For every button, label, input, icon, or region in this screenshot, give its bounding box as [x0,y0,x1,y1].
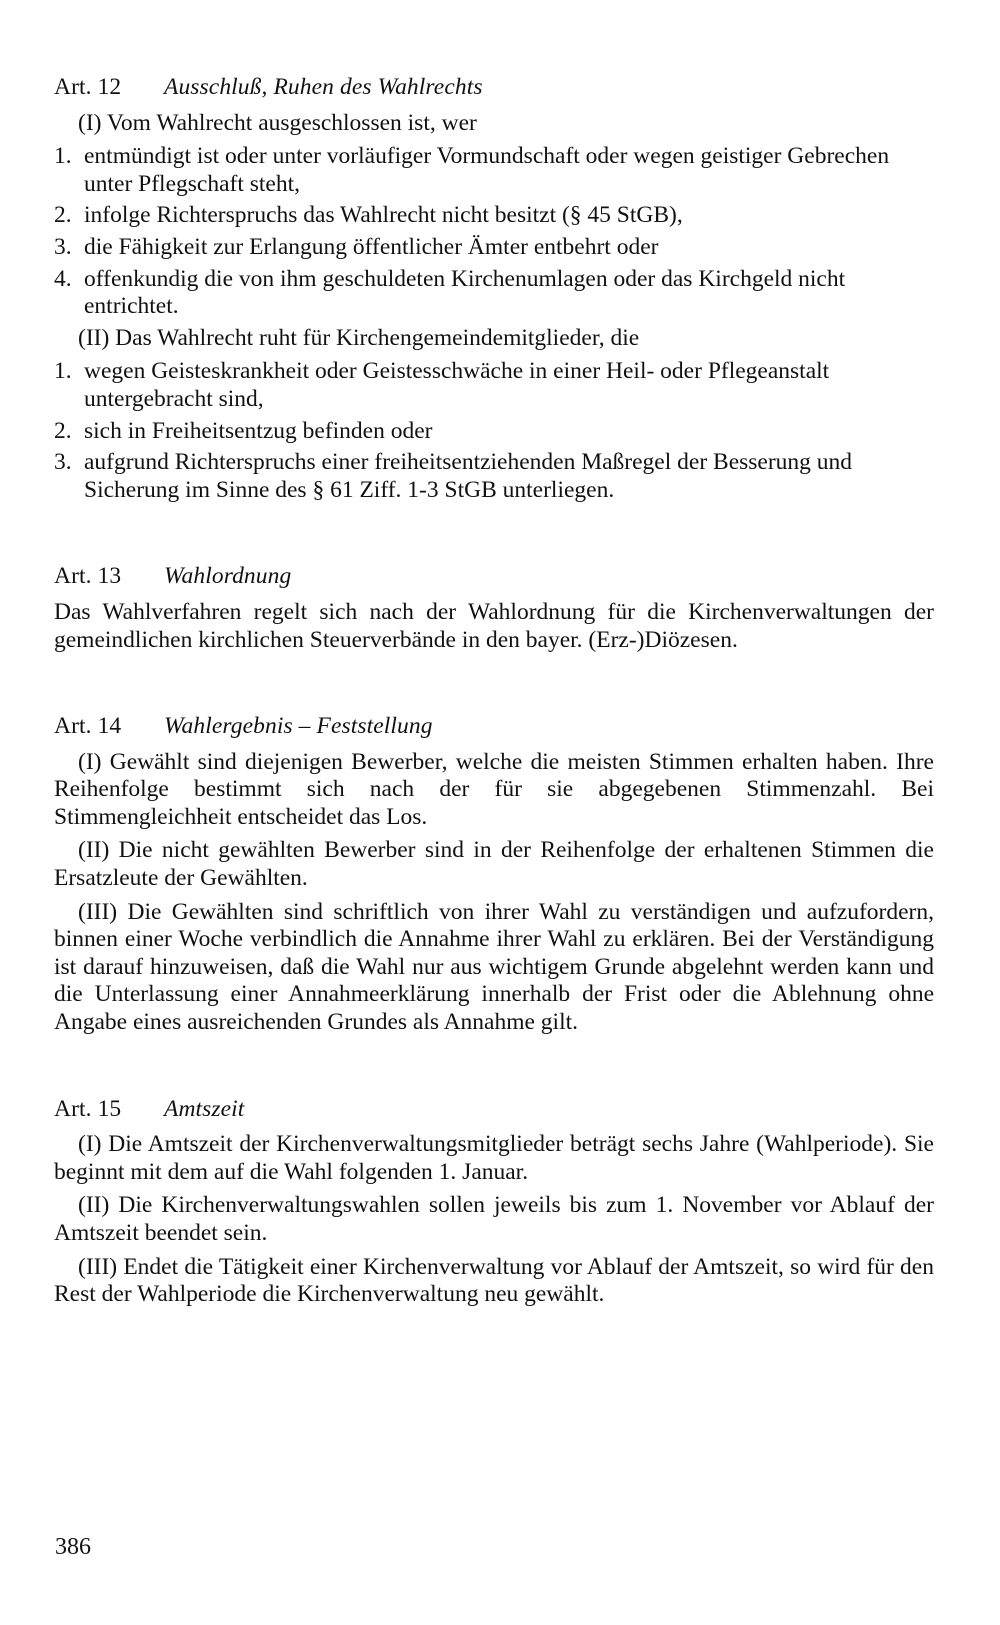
paragraph: (I) Gewählt sind diejenigen Bewerber, welche die meisten Stimmen erhalten haben. Ihre Reihenfolge bestimmt sich nach der für sie abgegebenen Stimmenzahl. Bei Stimmengleichheit entscheidet das Los. [54,748,934,830]
list-number: 4. [54,265,72,292]
list-text: offenkundig die von ihm geschuldeten Kirchenumlagen oder das Kirchgeld nicht entrichtet. [84,265,846,320]
list-item [54,266,934,321]
article-title: Wahlergebnis – Feststellung [164,713,433,740]
list-number: 1. [54,143,72,170]
list-number: 3. [54,233,72,260]
list-item [54,143,934,198]
article-title: Amtszeit [164,1095,245,1122]
list-text: sich in Freiheitsentzug befinden oder [84,417,433,444]
list-text: infolge Richterspruchs das Wahlrecht nicht besitzt (§ 45 StGB), [84,202,683,229]
paragraph: Das Wahlverfahren regelt sich nach der Wahlordnung für die Kirchenverwaltungen der gemeindlichen kirchlichen Steuerverbände in den bayer. (Erz-)Diözesen. [54,598,934,653]
list-item [54,234,934,262]
list-item [54,202,934,230]
article-13 [54,563,934,654]
list-text: wegen Geisteskrankheit oder Geistesschwäche in einer Heil- oder Pflegeanstalt untergebracht sind, [84,358,830,412]
page-number: 386 [55,1534,91,1560]
article-15 [54,1096,934,1309]
article-12 [54,74,934,504]
paragraph: (III) Die Gewählten sind schriftlich von ihrer Wahl zu verständigen und aufzufordern, binnen einer Woche verbindlich die Annahme ihrer Wahl zu erklären. Bei der Verständigung ist darauf hinzuweisen, daß die Wahl nur aus wichtigem Grunde abgelehnt werden kann und die Unterlassung einer Annahmeerklärung innerhalb der Frist oder die Ablehnung ohne Angabe eines ausreichenden Grundes als Annahme gilt. [54,898,934,1036]
paragraph: (III) Endet die Tätigkeit einer Kirchenverwaltung vor Ablauf der Amtszeit, so wird für den Rest der Wahlperiode die Kirchenverwaltung neu gewählt. [54,1253,934,1308]
article-number: Art. 13 [54,563,122,590]
list-item [54,449,934,504]
list-item [54,358,934,413]
list-text: die Fähigkeit zur Erlangung öffentlicher Ämter entbehrt oder [84,233,659,260]
paragraph: (II) Die Kirchenverwaltungswahlen sollen jeweils bis zum 1. November vor Ablauf der Amtszeit beendet sein. [54,1192,934,1246]
paragraph: (I) Die Amtszeit der Kirchenverwaltungsmitglieder beträgt sechs Jahre (Wahlperiode). Sie beginnt mit dem auf die Wahl folgenden 1. Januar. [54,1131,934,1185]
article-number: Art. 15 [54,1095,122,1122]
paragraph: (II) Das Wahlrecht ruht für Kirchengemeindemitglieder, die [78,324,640,351]
paragraph: (II) Die nicht gewählten Bewerber sind in der Reihenfolge der erhaltenen Stimmen die Ersatzleute der Gewählten. [54,837,934,892]
article-number: Art. 14 [54,713,122,740]
list-number: 1. [54,358,72,385]
list-text: aufgrund Richterspruchs einer freiheitsentziehenden Maßregel der Besserung und Sicherung im Sinne des § 61 Ziff. 1-3 StGB unterliegen. [84,449,853,503]
list-number: 2. [54,202,72,229]
list-item [54,418,934,446]
article-heading [54,713,934,741]
list-text: entmündigt ist oder unter vorläufiger Vormundschaft oder wegen geistiger Gebrechen unter Pflegschaft steht, [84,143,890,197]
article-heading [54,563,934,591]
list-number: 2. [54,417,72,444]
article-title: Wahlordnung [164,563,292,590]
paragraph: (I) Vom Wahlrecht ausgeschlossen ist, wer [78,109,477,136]
article-heading [54,74,934,102]
article-title: Ausschluß, Ruhen des Wahlrechts [164,74,483,100]
article-number: Art. 12 [54,74,122,100]
list-number: 3. [54,449,72,476]
article-heading [54,1096,934,1124]
document-page [54,74,934,1368]
article-14 [54,713,934,1037]
